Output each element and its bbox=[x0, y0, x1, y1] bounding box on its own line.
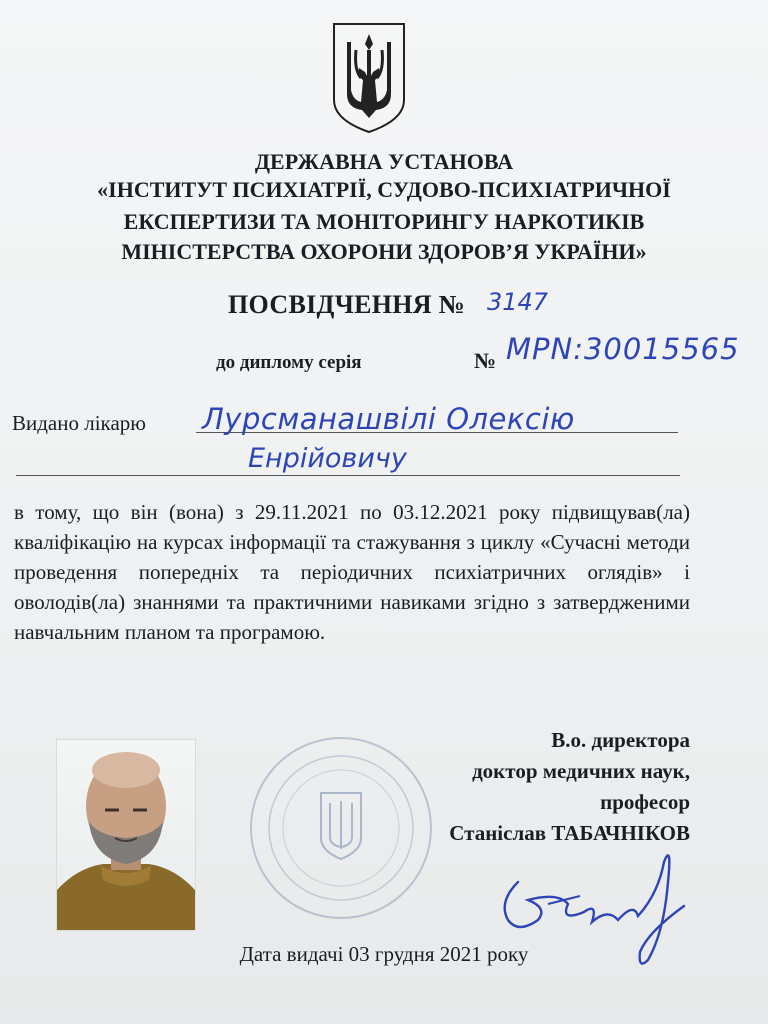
diploma-series-label: до диплому серія bbox=[216, 352, 362, 373]
signatory-degree: доктор медичних наук, bbox=[472, 759, 690, 783]
number-sign: № bbox=[474, 348, 497, 373]
diploma-series-value: МРN:30015565 bbox=[506, 332, 740, 366]
signatory-name: Станіслав ТАБАЧНІКОВ bbox=[449, 821, 690, 845]
issued-to-label: Видано лікарю bbox=[12, 411, 146, 435]
holder-photo bbox=[56, 739, 196, 931]
signatory-block bbox=[449, 725, 690, 849]
official-stamp bbox=[246, 733, 436, 923]
issue-date: Дата видачі 03 грудня 2021 року bbox=[239, 942, 529, 966]
certificate-number: 3147 bbox=[487, 288, 549, 316]
ukraine-trident-icon bbox=[330, 20, 408, 136]
header-line-3: ЕКСПЕРТИЗИ ТА МОНІТОРИНГУ НАРКОТИКІВ bbox=[123, 209, 645, 234]
header-line-4: МІНІСТЕРСТВА ОХОРОНИ ЗДОРОВ’Я УКРАЇНИ» bbox=[121, 239, 647, 264]
certificate-body-text: в тому, що він (вона) з 29.11.2021 по 03.12.2021 року підвищував(ла) кваліфікацію на курсах інформації та стажування з циклу «Сучасні методи проведення попередніх та періодичних психіатричних оглядів» і оволодів(ла) знаннями та практичними навиками згідно з затвердженими навчальним планом та програмою. bbox=[14, 500, 690, 644]
signatory-title: професор bbox=[600, 790, 690, 814]
certificate-title: ПОСВІДЧЕННЯ № bbox=[228, 290, 466, 319]
recipient-name-line-2: Енрійовичу bbox=[248, 443, 407, 474]
portrait-image bbox=[57, 740, 195, 930]
header-line-1: ДЕРЖАВНА УСТАНОВА bbox=[254, 149, 514, 174]
name-underline-2 bbox=[16, 475, 680, 476]
signatory-position: В.о. директора bbox=[551, 728, 690, 752]
recipient-name-line-1: Лурсманашвілі Олексію bbox=[202, 402, 575, 436]
header-line-2: «ІНСТИТУТ ПСИХІАТРІЇ, СУДОВО-ПСИХІАТРИЧНОЇ bbox=[97, 177, 671, 202]
